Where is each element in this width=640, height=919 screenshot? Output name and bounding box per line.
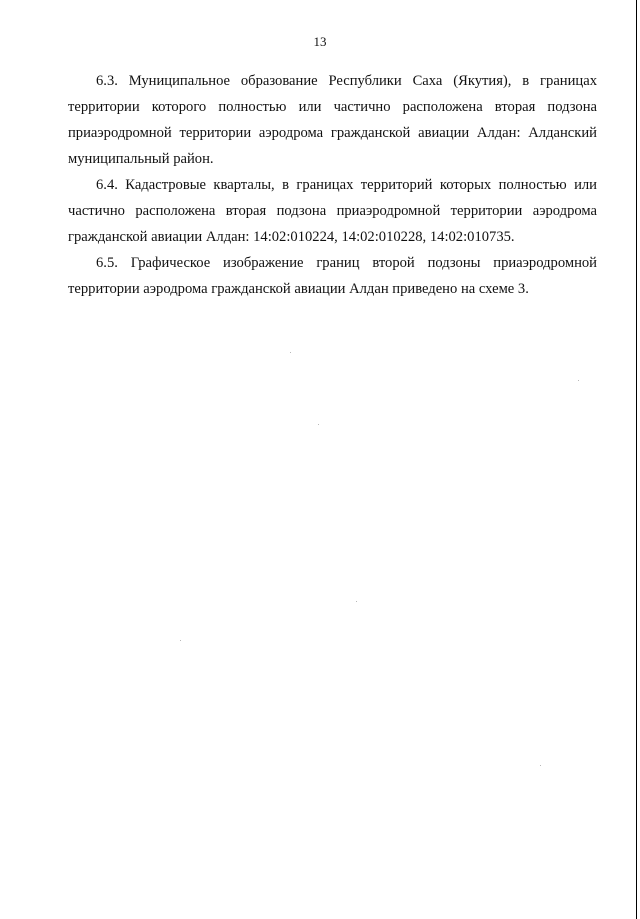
scan-edge-line xyxy=(636,0,637,919)
paragraph-6-4: 6.4. Кадастровые кварталы, в границах территорий которых полностью или частично расположена вторая подзона приаэродромной территории аэродрома гражданской авиации Алдан: 14:02:010224, 14:02:010228, 14:02:010735. xyxy=(68,177,597,245)
document-body xyxy=(68,68,597,302)
scan-speck xyxy=(290,352,291,353)
paragraph-6-3: 6.3. Муниципальное образование Республики Саха (Якутия), в границах территории которого полностью или частично расположена вторая подзона приаэродромной территории аэродрома гражданской авиации Алдан: Алданский муниципальный район. xyxy=(68,73,597,167)
scan-speck xyxy=(356,601,357,602)
page-number: 13 xyxy=(313,34,327,49)
scan-speck xyxy=(578,380,579,381)
scan-speck xyxy=(318,424,319,425)
scan-speck xyxy=(180,640,181,641)
paragraph-6-5: 6.5. Графическое изображение границ второй подзоны приаэродромной территории аэродрома гражданской авиации Алдан приведено на схеме 3. xyxy=(68,255,597,297)
scan-speck xyxy=(540,765,541,766)
